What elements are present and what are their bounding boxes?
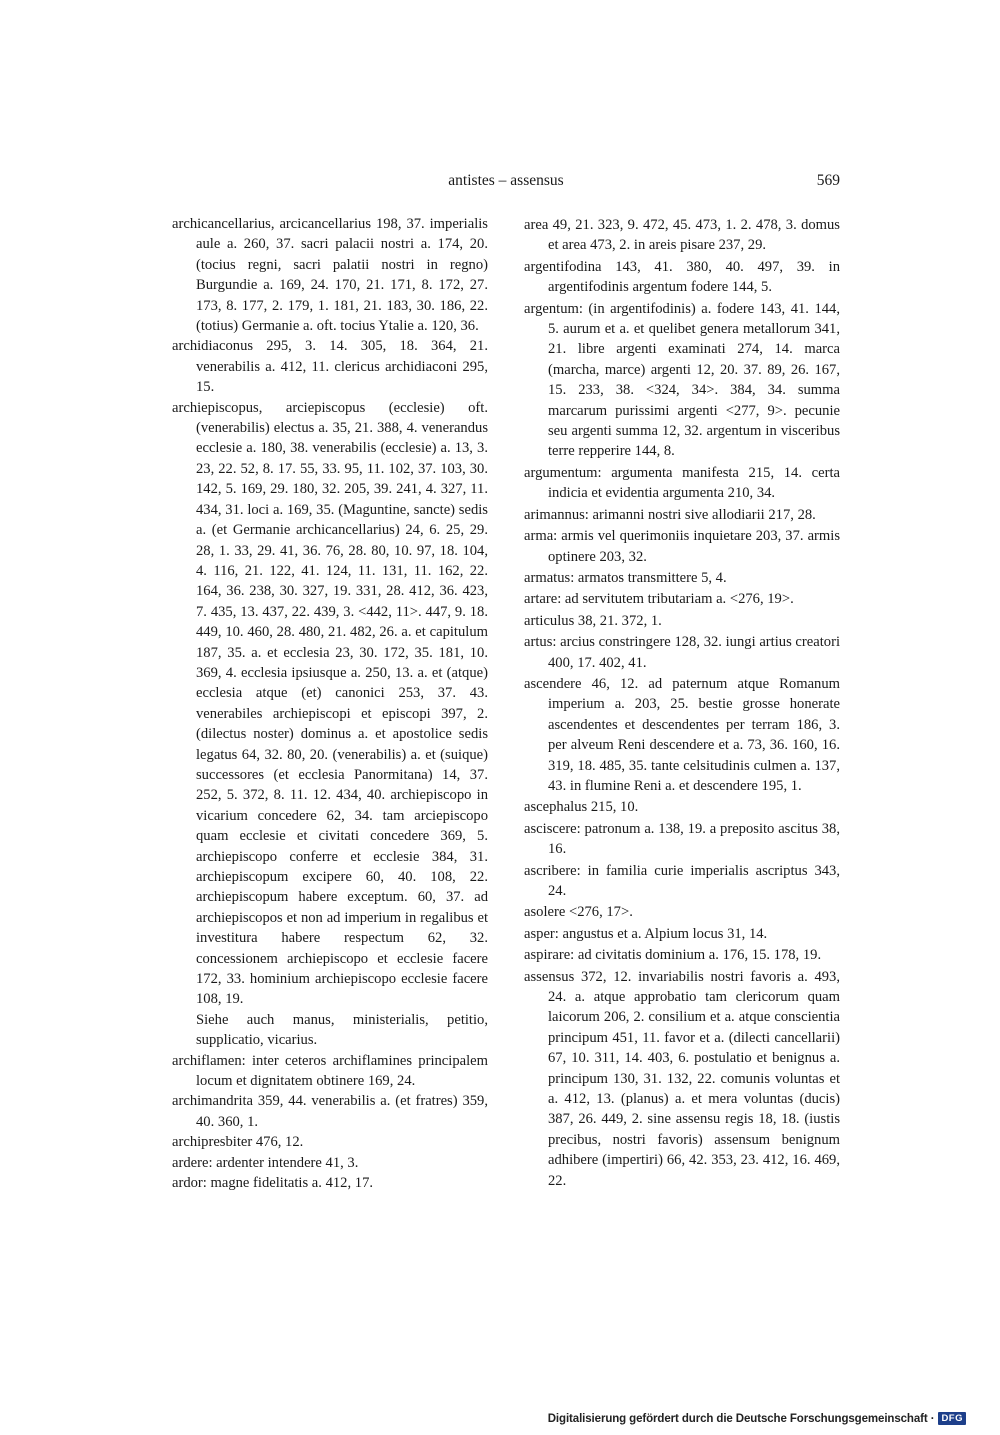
index-entry-armatus: armatus: armatos transmittere 5, 4. (524, 569, 727, 586)
index-entry-asper: asper: angustus et a. Alpium locus 31, 14. (524, 925, 768, 942)
index-entry-articulus: articulus 38, 21. 372, 1. (524, 612, 662, 629)
dfg-logo: DFG (938, 1412, 966, 1425)
index-entry-see-also: Siehe auch manus, ministerialis, petitio, supplicatio, vicarius. (196, 1011, 488, 1049)
index-entry-ascephalus: ascephalus 215, 10. (524, 799, 639, 816)
index-entry-arma: arma: armis vel querimoniis inquietare 203, 37. armis optinere 203, 32. (524, 528, 840, 565)
running-header (172, 172, 840, 196)
index-entry-archicancellarius: archicancellarius, arcicancellarius 198, 37. imperialis aule a. 260, 37. sacri palacii nostri a. 174, 20. (tocius regni, sacri palatii nostri in regno) Burgundie a. 169, 24. 170, 21. 171, 8. 172, 27. 173, 8. 177, 2. 179, 1. 181, 21. 183, 30. 186, 22. (totius) Germanie a. oft. tocius Ytalie a. 120, 36. (172, 216, 488, 335)
index-entry-arimannus: arimannus: arimanni nostri sive allodiarii 217, 28. (524, 506, 816, 523)
index-entry-argentum: argentum: (in argentifodinis) a. fodere 143, 41. 144, 5. aurum et a. et quelibet genera metallorum 341, 21. libre argenti examinati 274, 14. marca (marcha, marce) argenti 12, 20. 37. 89, 26. 167, 15. 233, 38. <324, 34>. 384, 34. summa marcarum purissimi argenti <277, 9>. pecunie seu argenti summa 12, 32. argentum in visceribus terre repperire 144, 8. (524, 300, 840, 460)
index-entry-asolere: asolere <276, 17>. (524, 904, 633, 921)
index-entry-area: area 49, 21. 323, 9. 472, 45. 473, 1. 2. 478, 3. domus et area 473, 2. in areis pisare 237, 29. (524, 217, 840, 254)
index-entry-argentifodina: argentifodina 143, 41. 380, 40. 497, 39. in argentifodinis argentum fodere 144, 5. (524, 258, 840, 296)
index-entry-argumentum: argumentum: argumenta manifesta 215, 14. certa indicia et evidentia argumenta 210, 34. (524, 464, 840, 502)
index-entry-ardor: ardor: magne fidelitatis a. 412, 17. (172, 1175, 374, 1192)
index-entry-ascribere: ascribere: in familia curie imperialis ascriptus 343, 24. (524, 862, 840, 899)
footer-text: Digitalisierung gefördert durch die Deutsche Forschungsgemeinschaft · (547, 1412, 935, 1425)
index-entry-archipresbiter: archipresbiter 476, 12. (172, 1134, 304, 1151)
index-entry-assensus: assensus 372, 12. invariabilis nostri favoris a. 493, 24. a. atque approbatio tam clericorum quam laicorum 206, 2. consilium et a. atque conscientia principum 451, 11. favor et a. (dilecti cancellarii) 67, 10. 311, 14. 403, 6. postulatio et benignus a. principum 130, 31. 132, 22. comunis voluntas et a. 412, 13. (planus) a. et mera voluntas (ducis) 387, 26. 449, 2. sine assensu regis 18, 18. (iustis precibus, nostri favoris) assensum benignum adhibere (impertiri) 66, 42. 353, 23. 412, 16. 469, 22. (524, 968, 840, 1189)
index-entry-archiepiscopus: archiepiscopus, arciepiscopus (ecclesie) oft. (venerabilis) electus a. 35, 21. 388, 4. venerandus ecclesie a. 180, 38. venerabilis (ecclesie) a. 13, 3. 23, 22. 52, 8. 17. 55, 33. 95, 11. 102, 37. 103, 30. 142, 5. 169, 29. 180, 32. 205, 39. 241, 4. 327, 11. 434, 31. loci a. 169, 35. (Maguntine, sancte) sedis a. (et Germanie archicancellarius) 24, 6. 25, 29. 28, 1. 33, 29. 41, 36. 76, 28. 80, 10. 97, 18. 104, 4. 116, 21. 122, 41. 124, 11. 131, 11. 162, 22. 164, 36. 238, 30. 327, 19. 331, 28. 412, 36. 423, 7. 435, 13. 437, 22. 439, 3. <442, 11>. 447, 9. 18. 449, 10. 460, 28. 480, 21. 482, 26. a. et capitulum 187, 35. a. et ecclesia 23, 30. 172, 35. 181, 10. 369, 4. ecclesia ipsiusque a. 250, 13. a. et (atque) ecclesia atque (et) canonici 253, 37. 43. venerabiles archiepiscopi et episcopi 397, 2. (dilectus noster) dominus a. et apostolice sedis legatus 64, 32. 80, 20. (venerabilis) a. et (suique) successores (et ecclesia Panormitana) 14, 37. 252, 5. 372, 8. 11. 12. 434, 40. archiepiscopo in vicarium concedere 62, 34. tam arciepiscopo quam ecclesie et civitati concedere 369, 5. archiepiscopo conferre et ecclesie 384, 31. archiepiscopum excipere 60, 40. 108, 22. archiepiscopum habere exceptum. 60, 37. ad archiepiscopos et non ad imperium in regalibus et investitura habere respectum 62, 32. concessionem archiepiscopo et ecclesie facere 172, 33. hominium archiepiscopo ecclesie facere 108, 19. (172, 399, 488, 1008)
left-column (172, 214, 488, 1194)
index-entry-archimandrita: archimandrita 359, 44. venerabilis a. (et fratres) 359, 40. 360, 1. (172, 1093, 488, 1130)
index-entry-artus: artus: arcius constringere 128, 32. iungi artius creatori 400, 17. 402, 41. (524, 634, 840, 671)
index-entry-ardere: ardere: ardenter intendere 41, 3. (172, 1154, 359, 1171)
right-column (524, 214, 840, 1191)
page-number: 569 (816, 172, 840, 189)
index-entry-archiflamen: archiflamen: inter ceteros archiflamines principalem locum et dignitatem obtinere 169, 24. (172, 1052, 488, 1090)
index-entry-ascendere: ascendere 46, 12. ad paternum atque Romanum imperium a. 203, 25. bestie grosse honerate ascendentes et descendentes per terram 186, 3. per alveum Reni descendere et a. 73, 36. 160, 16. 319, 18. 485, 35. tante celsitudinis culmen a. 137, 43. in flumine Reni a. et descendere 195, 1. (524, 675, 840, 794)
digitization-footer (548, 1412, 966, 1425)
index-entry-archidiaconus: archidiaconus 295, 3. 14. 305, 18. 364, 21. venerabilis a. 412, 11. clericus archidiaconi 295, 15. (172, 338, 488, 396)
index-entry-artare: artare: ad servitutem tributariam a. <276, 19>. (524, 591, 794, 608)
index-entry-asciscere: asciscere: patronum a. 138, 19. a preposito ascitus 38, 16. (524, 820, 840, 858)
header-title: antistes – assensus (448, 172, 564, 189)
index-entry-aspirare: aspirare: ad civitatis dominium a. 176, 15. 178, 19. (524, 947, 822, 964)
